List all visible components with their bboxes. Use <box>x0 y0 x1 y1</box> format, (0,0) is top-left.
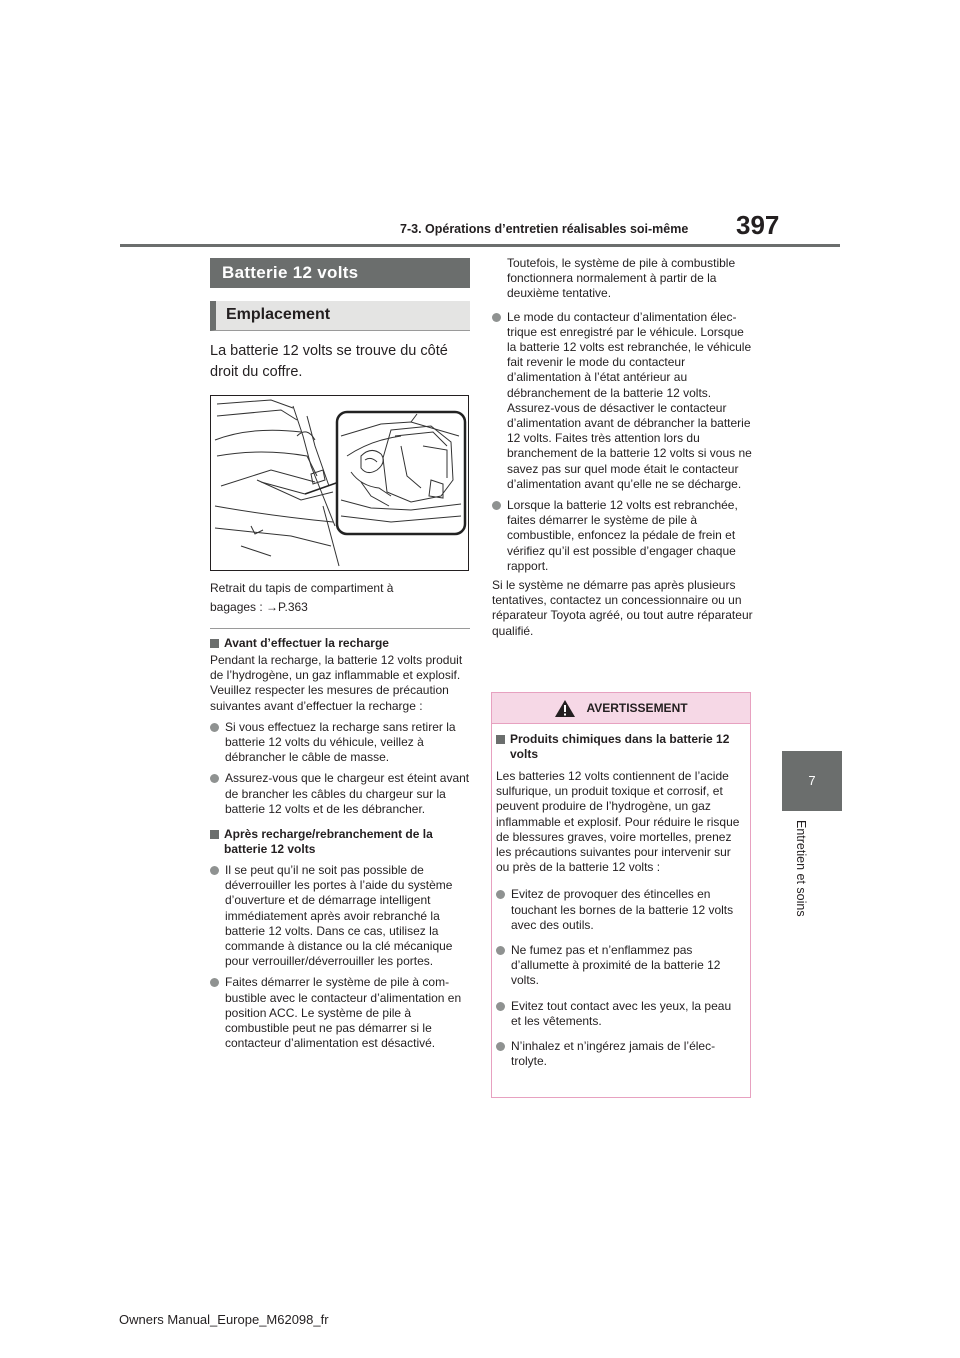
list-item: N’inhalez et n’ingérez jamais de l’électrolyte. <box>496 1039 742 1069</box>
block-heading-after-charge: Après recharge/rebranchement de la batterie 12 volts <box>210 827 470 857</box>
square-bullet-icon <box>496 735 505 744</box>
list-item: Evitez tout contact avec les yeux, la peau et les vêtements. <box>496 999 742 1029</box>
list-item: Assurez-vous que le chargeur est éteint avant de brancher les câbles du chargeur sur la batterie 12 volts et de les débrancher. <box>210 771 470 817</box>
footer-text: Owners Manual_Europe_M62098_fr <box>119 1312 329 1327</box>
block-heading-before-charge: Avant d’effectuer la recharge <box>210 636 470 651</box>
list-item: Le mode du contacteur d’alimentation électrique est enregistré par le véhicule. Lorsque la batterie 12 volts est rebranchée, le véhicule fait revenir le mode du contacteur d’alimentation à l’état antérieur au débranchement de la batterie 12 volts. Assurez-vous de désactiver le contacteur d’alimentation avant de débrancher la batterie 12 volts. Faites très attention lors du branchement de la batterie 12 volts si vous ne savez pas sur quel mode était le contacteur d’alimentation avant qu’elle ne se décharge. <box>492 310 756 492</box>
bullet-icon <box>210 774 219 783</box>
square-bullet-icon <box>210 830 219 839</box>
bullet-icon <box>496 890 505 899</box>
continuation-text: Toutefois, le système de pile à combustible fonctionnera normalement à partir de la deuxième tentative. <box>507 256 736 301</box>
bullet-icon <box>492 313 501 322</box>
list-item: Si vous effectuez la recharge sans retirer la batterie 12 volts du véhicule, veillez à débrancher le câble de masse. <box>210 720 470 766</box>
warning-box <box>491 692 751 1098</box>
divider <box>210 628 470 629</box>
warning-body <box>492 724 750 1069</box>
list-item: Faites démarrer le système de pile à combustible avec le contacteur d’alimentation en position ACC. Le système de pile à combustible peut ne pas démarrer si le contacteur d’alimentation est désactivé. <box>210 975 470 1051</box>
bullet-icon <box>210 723 219 732</box>
subsection-title: Emplacement <box>210 301 470 331</box>
section-header: 7-3. Opérations d’entretien réalisables soi-même <box>400 222 689 236</box>
bullet-icon <box>496 1042 505 1051</box>
bullet-icon <box>210 866 219 875</box>
warning-header <box>492 693 750 724</box>
section-title: Batterie 12 volts <box>210 258 470 288</box>
list-item: Evitez de provoquer des étincelles en touchant les bornes de la batterie 12 volts avec des outils. <box>496 887 742 933</box>
header-rule <box>120 244 840 247</box>
bullet-icon <box>492 501 501 510</box>
bullet-icon <box>496 946 505 955</box>
warning-text: Les batteries 12 volts contiennent de l’acide sulfurique, un produit toxique et corrosif, et peuvent produire de l’hydrogène, un gaz inflammable et explosif. Pour réduire le risque de blessures graves, voire mortelles, prenez les précautions suivantes pour intervenir sur ou près de la batterie 12 volts : <box>496 769 740 875</box>
battery-location-illustration <box>210 395 469 571</box>
list-item: Il se peut qu’il ne soit pas possible de déverrouiller les portes à l’aide du système d’ouverture et de démarrage intelligent immédiatement après avoir rebranché la batterie 12 volts. Dans ce cas, utilisez la commande à distance ou la clé mécanique pour verrouiller/déverrouiller les portes. <box>210 863 470 969</box>
list-item: Ne fumez pas et n’enflammez pas d’allumette à proximité de la batterie 12 volts. <box>496 943 742 989</box>
warning-triangle-icon <box>554 699 576 718</box>
bullet-icon <box>496 1002 505 1011</box>
bullet-icon <box>210 978 219 987</box>
right-column <box>492 256 756 639</box>
warning-heading: Produits chimiques dans la batterie 12 volts <box>496 732 742 762</box>
chapter-tab: 7 <box>782 751 842 811</box>
left-column <box>210 258 470 1051</box>
chapter-label: Entretien et soins <box>794 820 808 917</box>
square-bullet-icon <box>210 639 219 648</box>
before-charge-text: Pendant la recharge, la batterie 12 volts produit de l’hydrogène, un gaz inflammable et explosif. Veuillez respecter les mesures de précaution suivantes avant d’effectuer la recharge : <box>210 653 463 713</box>
trunk-illustration <box>211 396 469 571</box>
intro-text: La batterie 12 volts se trouve du côté droit du coffre. <box>210 343 448 380</box>
caption-line-2: bagages : →P.363 <box>210 600 308 614</box>
page-number: 397 <box>736 210 780 240</box>
closing-text: Si le système ne démarre pas après plusieurs tentatives, contactez un concessionnaire ou un réparateur Toyota agréé, ou tout autre réparateur qualifié. <box>492 578 753 638</box>
list-item: Lorsque la batterie 12 volts est rebranchée, faites démarrer le système de pile à combustible, enfoncez la pédale de frein et vérifiez qu’il est possible d’engager chaque rapport. <box>492 498 756 574</box>
caption-line-1: Retrait du tapis de compartiment à <box>210 581 394 595</box>
warning-title: AVERTISSEMENT <box>586 701 688 715</box>
